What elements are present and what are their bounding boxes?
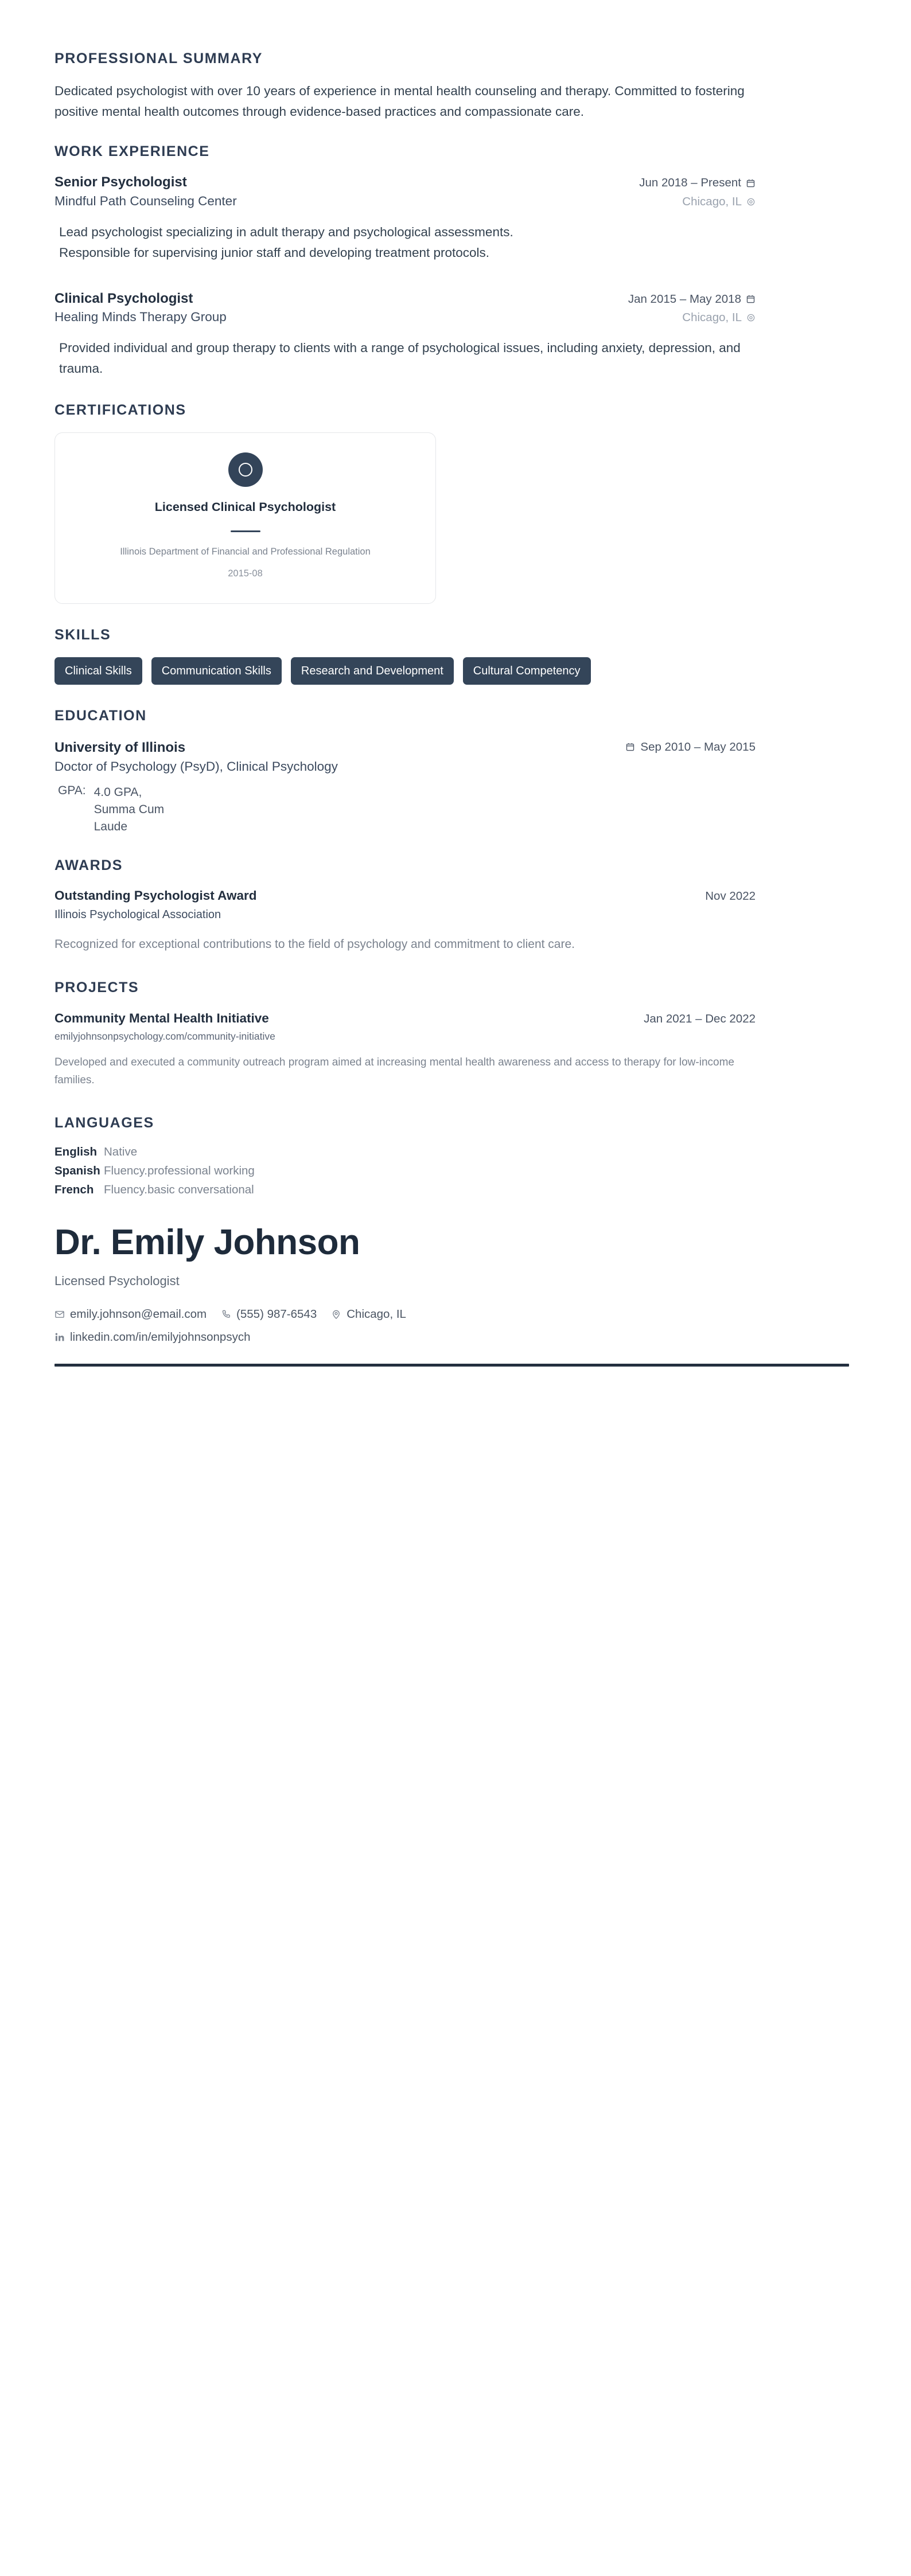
work-location — [682, 311, 756, 325]
work-entry-title-row — [54, 290, 756, 308]
certification-date: 2015-08 — [228, 568, 263, 579]
certification-card-list — [54, 432, 849, 604]
section-work-experience — [54, 143, 849, 379]
calendar-icon — [746, 178, 756, 188]
section-heading-certifications: CERTIFICATIONS — [54, 402, 186, 419]
certification-issuer: Illinois Department of Financial and Professional Regulation — [120, 546, 371, 557]
work-location — [682, 195, 756, 209]
education-left — [54, 738, 341, 776]
language-name: Spanish — [54, 1164, 100, 1177]
work-date — [639, 176, 756, 190]
section-heading-summary: PROFESSIONAL SUMMARY — [54, 50, 263, 67]
certification-divider — [231, 530, 260, 532]
work-date-text: Jun 2018 – Present — [639, 176, 741, 190]
work-job-title: Senior Psychologist — [54, 174, 187, 190]
person-job-title: Licensed Psychologist — [54, 1273, 180, 1288]
award-entry — [54, 887, 849, 954]
skill-chip-list — [54, 657, 756, 685]
award-organization: Illinois Psychological Association — [54, 908, 221, 921]
section-heading-education: EDUCATION — [54, 708, 147, 724]
section-heading-skills: SKILLS — [54, 627, 111, 643]
award-title: Outstanding Psychologist Award — [54, 888, 257, 903]
work-bullets — [54, 338, 756, 379]
linkedin-icon — [54, 1332, 65, 1342]
contact-phone-text: (555) 987-6543 — [236, 1307, 317, 1321]
section-awards — [54, 857, 849, 954]
phone-icon — [221, 1309, 231, 1320]
header-divider — [54, 1364, 849, 1367]
education-gpa-value: 4.0 GPA, Summa Cum Laude — [94, 786, 165, 833]
resume-content — [54, 50, 849, 1367]
contact-email[interactable] — [54, 1307, 207, 1321]
work-entry-company-row — [54, 308, 756, 326]
contact-location — [331, 1307, 406, 1321]
education-entry — [54, 738, 849, 836]
education-date — [625, 738, 756, 754]
education-row — [54, 738, 756, 776]
work-bullet: Responsible for supervising junior staff and developing treatment protocols. — [59, 245, 490, 260]
section-heading-languages: LANGUAGES — [54, 1114, 154, 1131]
education-school: University of Illinois — [54, 739, 186, 755]
language-name: English — [54, 1145, 98, 1158]
work-company: Healing Minds Therapy Group — [54, 310, 227, 325]
certification-card — [54, 432, 436, 604]
skill-chip[interactable]: Clinical Skills — [54, 657, 142, 685]
section-certifications — [54, 402, 849, 604]
skill-chip[interactable]: Communication Skills — [151, 657, 282, 685]
skill-chip[interactable]: Research and Development — [291, 657, 454, 685]
language-level: Native — [104, 1145, 138, 1158]
location-pin-icon — [746, 313, 756, 322]
project-url[interactable]: emilyjohnsonpsychology.com/community-initiative — [54, 1030, 275, 1042]
language-row — [54, 1164, 490, 1178]
section-heading-projects: PROJECTS — [54, 979, 139, 996]
contact-linkedin-text: linkedin.com/in/emilyjohnsonpsych — [70, 1330, 251, 1344]
work-entry-company-row — [54, 192, 756, 210]
section-languages — [54, 1115, 849, 1197]
award-ring-icon — [228, 452, 263, 487]
work-bullet: Provided individual and group therapy to clients with a range of psychological issues, including anxiety, depression, and trauma. — [59, 341, 741, 376]
project-date: Jan 2021 – Dec 2022 — [644, 1012, 756, 1025]
contact-linkedin[interactable] — [54, 1330, 251, 1344]
section-heading-work: WORK EXPERIENCE — [54, 143, 210, 159]
work-location-text: Chicago, IL — [682, 311, 742, 325]
project-description: Developed and executed a community outreach program aimed at increasing mental health awareness and access to therapy for low-income families. — [54, 1056, 734, 1086]
work-entry — [54, 173, 849, 263]
work-company: Mindful Path Counseling Center — [54, 193, 237, 208]
calendar-icon — [746, 294, 756, 304]
work-job-title: Clinical Psychologist — [54, 290, 193, 306]
education-gpa — [54, 784, 849, 835]
location-pin-icon — [331, 1309, 341, 1320]
language-level: Fluency.basic conversational — [104, 1182, 254, 1196]
award-description: Recognized for exceptional contributions to the field of psychology and commitment to client care. — [54, 937, 575, 951]
project-entry — [54, 1010, 849, 1090]
education-degree: Doctor of Psychology (PsyD), Clinical Psychology — [54, 759, 338, 774]
contact-phone[interactable] — [221, 1307, 317, 1321]
work-date — [628, 292, 756, 306]
work-entry — [54, 290, 849, 379]
location-pin-icon — [746, 197, 756, 206]
work-location-text: Chicago, IL — [682, 194, 742, 208]
section-professional-summary — [54, 50, 849, 123]
award-date: Nov 2022 — [705, 889, 756, 903]
section-education — [54, 708, 849, 836]
section-skills — [54, 627, 849, 685]
contact-email-text: emily.johnson@email.com — [70, 1307, 207, 1321]
language-level: Fluency.professional working — [104, 1164, 255, 1177]
summary-text: Dedicated psychologist with over 10 years of experience in mental health counseling and therapy. Committed to fostering positive mental health outcomes through evidence-based practices and compassionate care. — [54, 83, 745, 119]
project-title-row — [54, 1010, 756, 1027]
award-title-row — [54, 887, 756, 904]
award-ring-inner — [239, 463, 252, 477]
contact-line-primary — [54, 1307, 849, 1321]
language-list — [54, 1145, 490, 1197]
work-bullet: Lead psychologist specializing in adult therapy and psychological assessments. — [59, 224, 513, 239]
envelope-icon — [54, 1309, 65, 1320]
work-bullets — [54, 222, 756, 263]
skill-chip[interactable]: Cultural Competency — [463, 657, 591, 685]
education-date-text: Sep 2010 – May 2015 — [640, 740, 756, 754]
contact-location-text: Chicago, IL — [347, 1307, 406, 1321]
contact-line-secondary — [54, 1330, 849, 1344]
section-heading-awards: AWARDS — [54, 857, 123, 873]
resume-header-block — [54, 1223, 849, 1367]
project-title: Community Mental Health Initiative — [54, 1010, 269, 1025]
language-row — [54, 1183, 490, 1197]
education-gpa-label: GPA: — [58, 784, 86, 798]
language-row — [54, 1145, 490, 1159]
page-title: Dr. Emily Johnson — [54, 1222, 360, 1262]
language-name: French — [54, 1182, 94, 1196]
work-date-text: Jan 2015 – May 2018 — [628, 292, 741, 306]
calendar-icon — [625, 742, 635, 752]
certification-name: Licensed Clinical Psychologist — [154, 499, 336, 514]
section-projects — [54, 979, 849, 1090]
work-entry-title-row — [54, 173, 756, 192]
